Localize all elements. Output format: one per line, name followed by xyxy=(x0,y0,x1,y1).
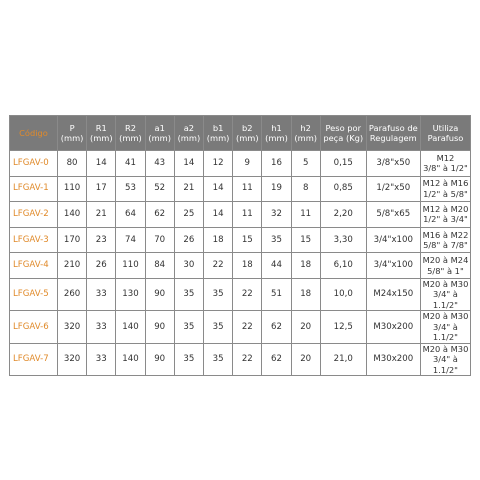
cell-text: 3/8" à 1/2" xyxy=(423,163,468,174)
cell-peso: 21,0 xyxy=(320,343,366,376)
cell-text: 1/2" à 5/8" xyxy=(423,188,468,199)
cell-text: 5/8" à 1" xyxy=(427,265,464,276)
column-header-text: b2 xyxy=(242,123,253,133)
cell-parafuso: 3/4"x100 xyxy=(366,227,420,253)
cell-text: M16 à M22 xyxy=(422,229,469,240)
column-header-text: Parafuso xyxy=(427,133,464,143)
cell-r1: 17 xyxy=(87,176,116,202)
cell-h1: 19 xyxy=(262,176,291,202)
cell-h2: 15 xyxy=(291,227,320,253)
cell-text: M20 à M30 xyxy=(422,311,469,322)
table-row xyxy=(10,253,471,279)
column-header-r2 xyxy=(116,116,145,151)
cell-text: M20 à M30 xyxy=(422,343,469,354)
cell-utiliza xyxy=(420,227,470,253)
cell-a2: 30 xyxy=(174,253,203,279)
cell-code: LFGAV-6 xyxy=(10,311,58,344)
cell-parafuso: 3/4"x100 xyxy=(366,253,420,279)
column-header-text: peça (Kg) xyxy=(323,133,364,143)
cell-r2: 130 xyxy=(116,278,145,311)
column-header-h1 xyxy=(262,116,291,151)
cell-parafuso: M24x150 xyxy=(366,278,420,311)
cell-b2: 9 xyxy=(233,151,262,177)
spec-table-container xyxy=(9,115,471,376)
cell-b1: 35 xyxy=(203,343,232,376)
cell-a1: 84 xyxy=(145,253,174,279)
cell-peso: 3,30 xyxy=(320,227,366,253)
cell-p: 110 xyxy=(57,176,86,202)
cell-parafuso: 1/2"x50 xyxy=(366,176,420,202)
cell-peso: 0,15 xyxy=(320,151,366,177)
column-header-text: (mm) xyxy=(89,133,113,143)
column-header-text: (mm) xyxy=(235,133,259,143)
cell-text: M12 à M16 xyxy=(422,178,469,189)
cell-code: LFGAV-0 xyxy=(10,151,58,177)
cell-b1: 18 xyxy=(203,227,232,253)
cell-code: LFGAV-2 xyxy=(10,202,58,228)
cell-h2: 8 xyxy=(291,176,320,202)
cell-text: M20 à M30 xyxy=(422,278,469,289)
table-row xyxy=(10,227,471,253)
cell-a1: 43 xyxy=(145,151,174,177)
column-header-b2 xyxy=(233,116,262,151)
cell-a2: 35 xyxy=(174,278,203,311)
column-header-p xyxy=(57,116,86,151)
cell-a1: 70 xyxy=(145,227,174,253)
column-header-h2 xyxy=(291,116,320,151)
cell-text: 3/4" à 1.1/2" xyxy=(432,289,458,310)
cell-r2: 110 xyxy=(116,253,145,279)
cell-a2: 25 xyxy=(174,202,203,228)
table-row xyxy=(10,176,471,202)
column-header-text: (mm) xyxy=(177,133,201,143)
cell-r1: 23 xyxy=(87,227,116,253)
cell-a1: 90 xyxy=(145,311,174,344)
cell-b1: 14 xyxy=(203,176,232,202)
cell-code: LFGAV-1 xyxy=(10,176,58,202)
cell-h1: 44 xyxy=(262,253,291,279)
cell-h1: 32 xyxy=(262,202,291,228)
column-header-text: Código xyxy=(19,128,48,138)
cell-p: 320 xyxy=(57,343,86,376)
column-header-text: R2 xyxy=(124,123,136,133)
cell-r2: 140 xyxy=(116,311,145,344)
column-header-text: (mm) xyxy=(206,133,230,143)
cell-parafuso: 3/8"x50 xyxy=(366,151,420,177)
cell-utiliza xyxy=(420,343,470,376)
cell-r2: 41 xyxy=(116,151,145,177)
column-header-code xyxy=(10,116,58,151)
table-header xyxy=(10,116,471,151)
column-header-text: Peso por xyxy=(325,123,362,133)
cell-utiliza xyxy=(420,151,470,177)
cell-peso: 6,10 xyxy=(320,253,366,279)
column-header-text: (mm) xyxy=(265,133,288,143)
cell-a1: 52 xyxy=(145,176,174,202)
cell-r2: 53 xyxy=(116,176,145,202)
cell-utiliza xyxy=(420,202,470,228)
cell-a2: 21 xyxy=(174,176,203,202)
cell-h2: 11 xyxy=(291,202,320,228)
spec-table xyxy=(9,115,471,376)
cell-text: M12 xyxy=(436,152,455,163)
cell-h1: 16 xyxy=(262,151,291,177)
cell-p: 210 xyxy=(57,253,86,279)
cell-b2: 22 xyxy=(233,343,262,376)
cell-a1: 90 xyxy=(145,278,174,311)
cell-p: 170 xyxy=(57,227,86,253)
cell-h1: 62 xyxy=(262,343,291,376)
cell-peso: 10,0 xyxy=(320,278,366,311)
column-header-text: a2 xyxy=(183,123,195,133)
column-header-text: h2 xyxy=(300,123,311,133)
cell-h1: 35 xyxy=(262,227,291,253)
cell-b2: 22 xyxy=(233,278,262,311)
cell-peso: 0,85 xyxy=(320,176,366,202)
cell-h2: 20 xyxy=(291,311,320,344)
cell-h2: 5 xyxy=(291,151,320,177)
cell-parafuso: M30x200 xyxy=(366,343,420,376)
column-header-parafuso xyxy=(366,116,420,151)
cell-r2: 74 xyxy=(116,227,145,253)
column-header-text: (mm) xyxy=(148,133,171,143)
cell-a2: 14 xyxy=(174,151,203,177)
cell-b2: 22 xyxy=(233,311,262,344)
cell-code: LFGAV-7 xyxy=(10,343,58,376)
cell-b2: 11 xyxy=(233,176,262,202)
cell-parafuso: M30x200 xyxy=(366,311,420,344)
cell-b1: 22 xyxy=(203,253,232,279)
table-body xyxy=(10,151,471,376)
cell-code: LFGAV-3 xyxy=(10,227,58,253)
cell-b1: 35 xyxy=(203,278,232,311)
column-header-a2 xyxy=(174,116,203,151)
cell-utiliza xyxy=(420,278,470,311)
column-header-text: (mm) xyxy=(60,133,84,143)
column-header-text: h1 xyxy=(271,123,282,133)
cell-r2: 140 xyxy=(116,343,145,376)
cell-b1: 14 xyxy=(203,202,232,228)
table-row xyxy=(10,311,471,344)
cell-r2: 64 xyxy=(116,202,145,228)
table-row xyxy=(10,151,471,177)
cell-a2: 35 xyxy=(174,343,203,376)
cell-a2: 35 xyxy=(174,311,203,344)
cell-b2: 11 xyxy=(233,202,262,228)
cell-peso: 12,5 xyxy=(320,311,366,344)
cell-r1: 26 xyxy=(87,253,116,279)
cell-a2: 26 xyxy=(174,227,203,253)
cell-p: 260 xyxy=(57,278,86,311)
cell-p: 320 xyxy=(57,311,86,344)
cell-text: 3/4" à 1.1/2" xyxy=(432,321,458,343)
cell-p: 140 xyxy=(57,202,86,228)
cell-text: 3/4" à 1.1/2" xyxy=(432,354,458,375)
column-header-r1 xyxy=(87,116,116,151)
column-header-text: Parafuso de xyxy=(368,123,418,133)
cell-r1: 21 xyxy=(87,202,116,228)
cell-utiliza xyxy=(420,311,470,344)
cell-h2: 18 xyxy=(291,278,320,311)
column-header-text: b1 xyxy=(212,123,224,133)
cell-code: LFGAV-4 xyxy=(10,253,58,279)
table-row xyxy=(10,343,471,376)
column-header-text: a1 xyxy=(154,123,165,133)
cell-b2: 15 xyxy=(233,227,262,253)
cell-peso: 2,20 xyxy=(320,202,366,228)
column-header-text: Regulagem xyxy=(369,133,417,143)
cell-p: 80 xyxy=(57,151,86,177)
column-header-text: (mm) xyxy=(294,133,318,143)
cell-b2: 18 xyxy=(233,253,262,279)
cell-r1: 33 xyxy=(87,311,116,344)
table-row xyxy=(10,202,471,228)
cell-text: M12 à M20 xyxy=(422,203,469,214)
cell-r1: 33 xyxy=(87,343,116,376)
column-header-text: Utiliza xyxy=(432,123,459,133)
cell-utiliza xyxy=(420,176,470,202)
cell-r1: 14 xyxy=(87,151,116,177)
cell-h2: 20 xyxy=(291,343,320,376)
cell-b1: 35 xyxy=(203,311,232,344)
cell-code: LFGAV-5 xyxy=(10,278,58,311)
column-header-b1 xyxy=(203,116,232,151)
column-header-text: R1 xyxy=(95,123,107,133)
column-header-peso xyxy=(320,116,366,151)
column-header-a1 xyxy=(145,116,174,151)
cell-parafuso: 5/8"x65 xyxy=(366,202,420,228)
table-row xyxy=(10,278,471,311)
cell-a1: 90 xyxy=(145,343,174,376)
cell-r1: 33 xyxy=(87,278,116,311)
cell-a1: 62 xyxy=(145,202,174,228)
cell-utiliza xyxy=(420,253,470,279)
cell-h1: 51 xyxy=(262,278,291,311)
cell-text: 1/2" à 3/4" xyxy=(423,214,468,225)
cell-b1: 12 xyxy=(203,151,232,177)
cell-h2: 18 xyxy=(291,253,320,279)
cell-h1: 62 xyxy=(262,311,291,344)
column-header-utiliza xyxy=(420,116,470,151)
header-row xyxy=(10,116,471,151)
column-header-text: P xyxy=(69,123,75,133)
cell-text: 5/8" à 7/8" xyxy=(423,240,468,251)
cell-text: M20 à M24 xyxy=(422,255,469,266)
column-header-text: (mm) xyxy=(119,133,142,143)
